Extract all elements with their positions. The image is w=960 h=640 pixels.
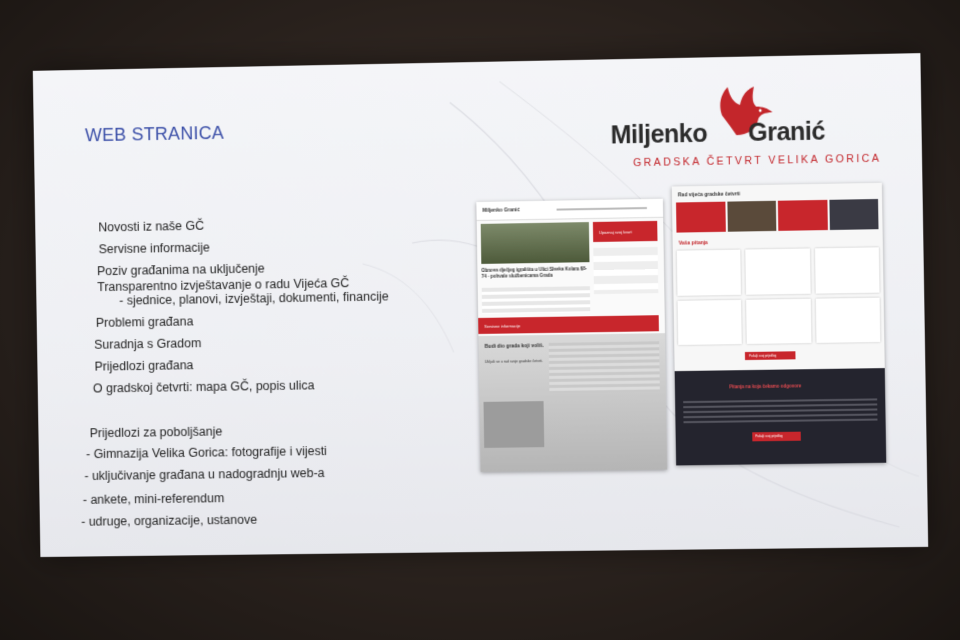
bullet-item: Suradnja s Gradom [94,336,202,352]
bullet-item: Prijedlozi za poboljšanje [89,424,223,441]
tile [778,200,828,231]
bullet-item: Transparentno izvještavanje o radu Vijeća GČ [97,276,350,295]
suggestion-button[interactable]: Pošalji svoj prijedlog [745,351,796,360]
bullet-item: Servisne informacije [98,240,211,257]
site-nav [557,207,647,211]
bullet-item: - udruge, organizacije, ustanove [81,512,258,529]
site-header [476,199,663,221]
website-screenshot-home [476,199,667,472]
question-card [815,297,880,343]
council-tiles [676,199,878,233]
logo-name: Miljenko Granić [610,117,826,150]
news-items [482,286,591,314]
question-card [746,298,811,344]
bullet-item: Prijedlozi građana [94,358,194,374]
questions-heading: Vaša pitanja [678,240,708,247]
news-list [593,247,658,294]
news-headline: Obnova dječjeg igrališta u Ulici Slavka Kolara 68-74 - pohvale službenicama Grada [481,266,587,279]
bullet-item: - uključivanje građana u nadogradnju web-a [84,465,325,484]
council-heading: Rad vijeća gradske četvrti [677,191,741,199]
horse-photo [483,401,544,448]
question-cards [677,247,881,345]
pending-button[interactable]: Pošalji svoj prijedlog [752,432,801,442]
logo-subtitle: GRADSKA ČETVRT VELIKA GORICA [633,152,882,170]
news-photo [481,222,590,264]
tile [676,202,725,233]
pending-questions-panel [675,368,887,465]
website-screenshot-council [672,183,887,466]
banner: Upoznaj svoj kvart [593,221,658,242]
slide-title: WEB STRANICA [84,122,225,146]
site-logo: Miljenko Granić [482,207,520,214]
bullet-item: - Gimnazija Velika Gorica: fotografije i vijesti [85,444,327,462]
bullet-item: Novosti iz naše GČ [98,218,205,235]
text-block [549,341,660,393]
bullet-item: O gradskoj četvrti: mapa GČ, popis ulica [92,378,315,396]
bullet-item: Poziv građanima na uključenje [96,261,265,279]
bullet-item: - ankete, mini-referendum [82,491,225,507]
pending-heading: Pitanja na koja čekamo odgovore [729,383,802,390]
tile [727,201,776,232]
question-card [815,247,880,293]
question-card [677,250,742,296]
bullet-item: - sjednice, planovi, izvještaji, dokumenti, financije [119,289,389,308]
brand-logo [610,82,884,178]
question-card [746,248,811,294]
tile [829,199,879,230]
callout-area: Budi dio grada koji voliš. Uključi se u rad svoje gradske četvrti. [478,333,667,472]
presentation-slide [33,53,928,557]
section-bar: Servisne informacije [478,315,659,334]
bullet-item: Problemi građana [95,314,194,330]
question-card [678,299,743,345]
pending-text [683,398,877,425]
